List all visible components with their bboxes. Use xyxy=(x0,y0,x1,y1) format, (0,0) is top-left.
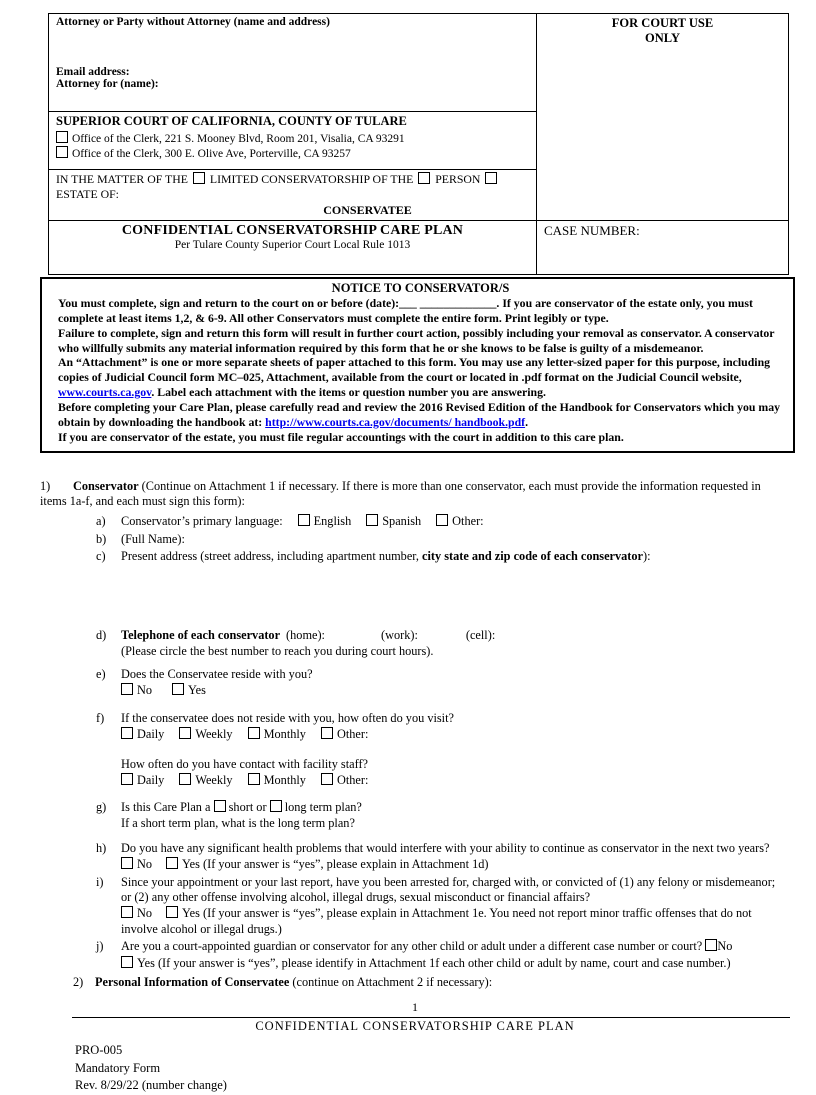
clerk-option-porterville xyxy=(56,146,529,160)
reside-yes-label: Yes xyxy=(188,683,206,698)
form-body xyxy=(40,479,786,991)
limited-conservatorship-checkbox[interactable] xyxy=(193,172,205,184)
item-1c-label-after: ): xyxy=(643,549,651,564)
notice-p4-text-after: . xyxy=(525,414,529,429)
language-spanish-label: Spanish xyxy=(382,514,422,529)
plan-long-label: long term plan? xyxy=(284,800,362,815)
form-id: PRO-005 xyxy=(75,1043,123,1058)
matter-line xyxy=(56,172,529,202)
item-1g xyxy=(96,800,786,831)
item-1c-label: Present address (street address, including apartment number, xyxy=(121,549,423,564)
notice-paragraph-4 xyxy=(58,400,783,430)
court-use-label-line2: ONLY xyxy=(645,31,680,45)
court-use-box xyxy=(537,14,789,221)
item-1j xyxy=(96,939,786,971)
notice-p4-text: Before completing your Care Plan, please carefully read and review the 2016 Revised Edition of the Handbook for Conservators which you may obtain by downloading the handbook at: xyxy=(58,400,780,429)
section-2-heading xyxy=(73,975,786,990)
section-1-items xyxy=(96,514,786,971)
item-1f-visit-options xyxy=(121,727,786,742)
section-1-heading xyxy=(40,479,786,510)
form-footer xyxy=(40,1000,790,1095)
case-number-label: CASE NUMBER: xyxy=(544,223,640,238)
clerk-porterville-label: Office of the Clerk, 300 E. Olive Ave, Porterville, CA 93257 xyxy=(72,148,351,160)
item-1h-letter: h) xyxy=(96,840,107,855)
health-yes-checkbox[interactable] xyxy=(166,857,178,869)
item-1b xyxy=(96,532,786,547)
person-checkbox[interactable] xyxy=(418,172,430,184)
reside-no-label: No xyxy=(137,683,153,698)
clerk-visalia-label: Office of the Clerk, 221 S. Mooney Blvd, Room 201, Visalia, CA 93291 xyxy=(72,133,405,145)
arrest-yes-checkbox[interactable] xyxy=(166,906,178,918)
guardian-yes-label: Yes (If your answer is “yes”, please identify in Attachment 1f each other child or adult by name, court and case number.) xyxy=(137,955,731,970)
section-1-title: Conservator xyxy=(73,478,139,493)
form-title-box xyxy=(49,221,537,275)
item-1j-yes-line xyxy=(121,956,786,971)
item-1g-letter: g) xyxy=(96,800,107,815)
item-1b-letter: b) xyxy=(96,531,107,546)
address-entry-area[interactable] xyxy=(96,564,786,626)
item-1c-letter: c) xyxy=(96,549,106,564)
visit-other-label: Other: xyxy=(336,727,369,742)
guardian-no-label: No xyxy=(717,939,733,954)
item-1e-letter: e) xyxy=(96,667,106,682)
item-1f-question2: How often do you have contact with facility staff? xyxy=(121,756,369,771)
notice-box xyxy=(40,277,795,453)
section-1-intro: (Continue on Attachment 1 if necessary. If there is more than one conservator, each must provide the information requested in items 1a-f, and each must sign this form): xyxy=(40,478,761,508)
plan-short-checkbox[interactable] xyxy=(214,800,226,812)
court-name: SUPERIOR COURT OF CALIFORNIA, COUNTY OF TULARE xyxy=(56,114,407,128)
form-meta xyxy=(75,1042,790,1095)
visit-weekly-label: Weekly xyxy=(195,727,233,742)
contact-monthly-checkbox[interactable] xyxy=(248,773,260,785)
courts-website-link[interactable]: www.courts.ca.gov xyxy=(58,385,152,400)
item-1i-letter: i) xyxy=(96,874,104,889)
item-1f-letter: f) xyxy=(96,710,105,725)
matter-limited-label: LIMITED CONSERVATORSHIP OF THE xyxy=(209,172,414,186)
item-1c-label-bold: city state and zip code of each conservator xyxy=(422,549,644,564)
telephone-home-label: (home): xyxy=(286,628,325,643)
contact-monthly-label: Monthly xyxy=(263,772,306,787)
form-subtitle: Per Tulare County Superior Court Local Rule 1013 xyxy=(174,239,411,251)
plan-short-label: short or xyxy=(228,800,267,815)
form-mandatory-label: Mandatory Form xyxy=(75,1060,161,1075)
notice-paragraph-2: Failure to complete, sign and return this form will result in further court action, possibly including your removal as conservator. A conservator who willfully submits any material information required by this form that he or she knows to be false is guilty of a misdemeanor. xyxy=(58,325,775,355)
visit-monthly-checkbox[interactable] xyxy=(248,727,260,739)
item-1i xyxy=(96,875,786,937)
section-2-intro: (continue on Attachment 2 if necessary): xyxy=(289,974,493,989)
item-1i-options xyxy=(121,906,786,937)
item-1j-question-text: Are you a court-appointed guardian or conservator for any other child or adult under a different case number or court? xyxy=(121,939,703,954)
item-1h xyxy=(96,841,786,873)
item-1a xyxy=(96,514,786,529)
clerk-visalia-checkbox[interactable] xyxy=(56,131,68,143)
telephone-cell-label: (cell): xyxy=(465,628,496,643)
arrest-yes-label: Yes (If your answer is “yes”, please explain in Attachment 1e. You need not report minor traffic offenses that do not involve alcohol or illegal drugs.) xyxy=(121,906,752,936)
item-1j-letter: j) xyxy=(96,939,104,954)
section-2-title: Personal Information of Conservatee xyxy=(95,974,290,989)
language-other-checkbox[interactable] xyxy=(436,514,448,526)
notice-paragraph-3 xyxy=(58,355,783,400)
item-1h-question: Do you have any significant health problems that would interfere with your ability to continue as conservator in the next two years? xyxy=(121,840,770,855)
telephone-work-label: (work): xyxy=(380,628,418,643)
contact-daily-checkbox[interactable] xyxy=(121,773,133,785)
court-address-box xyxy=(49,112,537,170)
notice-p3-text: An “Attachment” is one or more separate sheets of paper attached to this form. You may use any letter-sized paper for this purpose, including copies of Judicial Council form MC–025, Attachment, available from the court or located in .pdf format on the Judicial Council website, xyxy=(58,355,771,385)
item-1g-line1 xyxy=(121,800,786,815)
language-english-checkbox[interactable] xyxy=(298,514,310,526)
item-1b-label: (Full Name): xyxy=(121,531,185,546)
reside-yes-checkbox[interactable] xyxy=(172,683,184,695)
caption-table xyxy=(48,13,789,275)
contact-weekly-label: Weekly xyxy=(195,772,233,787)
section-2-number: 2) xyxy=(73,974,84,989)
visit-monthly-label: Monthly xyxy=(263,727,306,742)
item-1e xyxy=(96,667,786,699)
item-1e-question: Does the Conservatee reside with you? xyxy=(121,667,313,682)
page-number: 1 xyxy=(412,1000,418,1015)
item-1d-line1 xyxy=(121,628,786,643)
notice-paragraph-1: You must complete, sign and return to the court on or before (date):___ _____________. If you are conservator of the estate only, you must complete at least items 1,2, & 6-9. All other Conservators must complete the entire form. Print legibly or type. xyxy=(58,296,753,325)
form-revision: Rev. 8/29/22 (number change) xyxy=(75,1078,227,1093)
guardian-yes-checkbox[interactable] xyxy=(121,956,133,968)
court-use-label-line1: FOR COURT USE xyxy=(611,16,714,30)
item-1d xyxy=(96,628,786,659)
matter-estate-label: ESTATE OF: xyxy=(56,187,119,201)
item-1a-label: Conservator’s primary language: xyxy=(121,514,283,529)
conservatee-label: CONSERVATEE xyxy=(323,203,412,217)
attorney-box xyxy=(49,14,537,112)
language-spanish-checkbox[interactable] xyxy=(366,514,378,526)
item-1g-pre: Is this Care Plan a xyxy=(121,800,211,815)
visit-daily-checkbox[interactable] xyxy=(121,727,133,739)
item-1e-options xyxy=(121,683,786,698)
case-number-box[interactable] xyxy=(537,221,789,275)
contact-other-checkbox[interactable] xyxy=(321,773,333,785)
reside-no-checkbox[interactable] xyxy=(121,683,133,695)
handbook-link[interactable]: http://www.courts.ca.gov/documents/ handbook.pdf xyxy=(265,414,526,429)
attorney-label: Attorney or Party without Attorney (name and address) xyxy=(56,16,330,28)
language-other-label: Other: xyxy=(452,514,484,529)
contact-weekly-checkbox[interactable] xyxy=(179,773,191,785)
contact-daily-label: Daily xyxy=(137,772,165,787)
item-1d-note: (Please circle the best number to reach you during court hours). xyxy=(121,643,434,658)
matter-pre-label: IN THE MATTER OF THE xyxy=(56,172,188,186)
item-1g-question2: If a short term plan, what is the long term plan? xyxy=(121,815,355,830)
language-english-label: English xyxy=(313,514,352,529)
clerk-option-visalia xyxy=(56,131,529,145)
item-1d-letter: d) xyxy=(96,628,107,643)
notice-title: NOTICE TO CONSERVATOR/S xyxy=(331,281,510,295)
visit-weekly-checkbox[interactable] xyxy=(179,727,191,739)
footer-form-title: CONFIDENTIAL CONSERVATORSHIP CARE PLAN xyxy=(255,1019,575,1034)
contact-other-label: Other: xyxy=(336,772,369,787)
item-1i-question: Since your appointment or your last report, have you been arrested for, charged with, or convicted of (1) any felony or misdemeanor; or (2) any other offense involving alcohol, illegal drugs, sexual misconduct or financial affairs? xyxy=(121,874,776,905)
notice-p3-text-after: . Label each attachment with the items or question number you are answering. xyxy=(151,385,546,400)
visit-daily-label: Daily xyxy=(137,727,165,742)
matter-person-label: PERSON xyxy=(435,172,481,186)
estate-checkbox[interactable] xyxy=(485,172,497,184)
notice-paragraph-5: If you are conservator of the estate, you must file regular accountings with the court in addition to this care plan. xyxy=(58,429,624,444)
email-label: Email address: xyxy=(56,66,130,78)
health-yes-label: Yes (If your answer is “yes”, please explain in Attachment 1d) xyxy=(182,857,489,872)
item-1f xyxy=(96,711,786,788)
arrest-no-checkbox[interactable] xyxy=(121,906,133,918)
item-1c xyxy=(96,549,786,564)
footer-divider xyxy=(72,1017,790,1018)
item-1d-label: Telephone of each conservator xyxy=(121,628,281,643)
matter-box xyxy=(49,170,537,221)
arrest-no-label: No xyxy=(137,906,153,921)
health-no-label: No xyxy=(137,857,153,872)
item-1j-question xyxy=(121,939,786,954)
health-no-checkbox[interactable] xyxy=(121,857,133,869)
plan-long-checkbox[interactable] xyxy=(270,800,282,812)
form-title: CONFIDENTIAL CONSERVATORSHIP CARE PLAN xyxy=(121,223,464,238)
guardian-no-checkbox[interactable] xyxy=(705,939,717,951)
item-1h-options xyxy=(121,857,786,872)
section-1-number: 1) xyxy=(40,478,51,493)
attorney-for-label: Attorney for (name): xyxy=(56,78,159,90)
item-1f-question1: If the conservatee does not reside with you, how often do you visit? xyxy=(121,710,454,725)
item-1a-letter: a) xyxy=(96,514,106,529)
attorney-entry-area[interactable] xyxy=(56,28,529,66)
clerk-porterville-checkbox[interactable] xyxy=(56,146,68,158)
visit-other-checkbox[interactable] xyxy=(321,727,333,739)
item-1f-contact-options xyxy=(121,773,786,788)
